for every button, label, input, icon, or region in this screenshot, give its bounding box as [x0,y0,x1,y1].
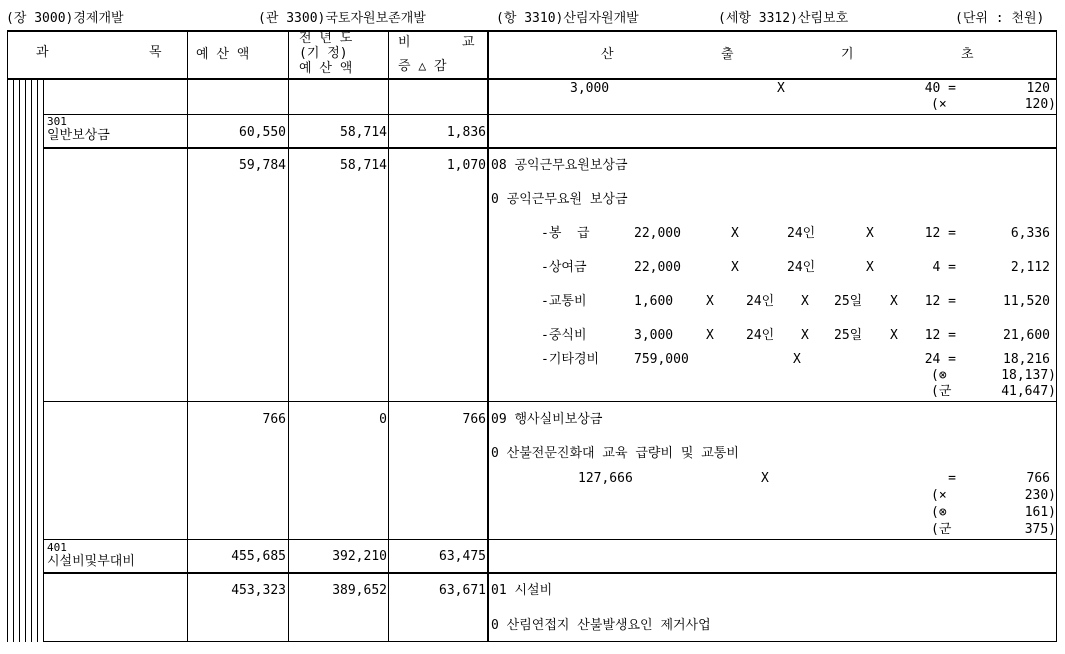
other-amount: 759,000 [634,352,689,367]
item401-budget: 455,685 [231,549,286,564]
carry-sub-label: (× [931,97,947,112]
sub08-desc: 0 공익근무요원 보상금 [491,192,628,207]
item301-code: 301 [47,115,67,128]
calc-line-label: -교통비 [541,294,587,309]
sub09-budget: 766 [262,412,286,427]
calc-line-amount: 22,000 [634,260,681,275]
col-prev-1: 전 년 도 [299,31,353,46]
calc-line-mult: 12 = [924,294,956,309]
carry-mult: 40 = [924,81,956,96]
carry-sub-total: 120) [1024,97,1056,112]
other-total: 18,216 [1003,352,1050,367]
calc-line-amount: 1,600 [634,294,674,309]
other-label: -기타경비 [541,352,600,367]
calc-line-x2: X [801,328,809,343]
item401-diff: 63,475 [439,549,486,564]
col-compare-a2: 교 [462,35,475,50]
calc-line-mult: 12 = [924,328,956,343]
sub08-diff: 1,070 [446,158,486,173]
calc-line-label: -봉 급 [541,226,590,241]
sub08-sub2-total: 41,647) [1001,384,1056,399]
sub01-desc: 0 산림연접지 산불발생요인 제거사업 [491,618,711,633]
calc-line-total: 11,520 [1003,294,1050,309]
calc-line-x1: X [706,328,714,343]
unit-label: (단위 : 천원) [955,11,1045,26]
item301-diff: 1,836 [446,125,486,140]
col-compare-b: 증 △ 감 [398,59,447,74]
sub01-budget: 453,323 [231,583,286,598]
sub01-title: 01 시설비 [491,583,553,598]
item401-name: 시설비및부대비 [47,554,135,569]
item401-prev: 392,210 [332,549,387,564]
sub09-x: X [761,471,769,486]
col-budget: 예 산 액 [196,47,250,62]
sub09-eq: = [948,471,956,486]
col-subject-a: 과 [36,45,49,60]
sub09-sub-label: (× [931,488,947,503]
sub09-sub-total: 230) [1024,488,1056,503]
calc-line-x1: X [706,294,714,309]
item-label: (항 3310)산림자원개발 [496,11,639,26]
calc-line-x2: X [801,294,809,309]
calc-line-total: 2,112 [1010,260,1050,275]
section-label: (관 3300)국토자원보존개발 [258,11,426,26]
sub09-diff: 766 [462,412,486,427]
item301-prev: 58,714 [340,125,387,140]
sub08-sub2-label: (군 [931,384,952,399]
col-basis-1: 산 [601,47,614,62]
other-x: X [793,352,801,367]
calc-line-x2: X [866,260,874,275]
sub09-amount: 127,666 [578,471,633,486]
sub09-total: 766 [1026,471,1050,486]
calc-line-x2: X [866,226,874,241]
item401-code: 401 [47,541,67,554]
item301-name: 일반보상금 [47,128,110,143]
calc-line-amount: 3,000 [634,328,674,343]
calc-line-mult: 12 = [924,226,956,241]
calc-line-n1: 24인 [787,226,816,241]
sub01-prev: 389,652 [332,583,387,598]
calc-line-n1: 24인 [787,260,816,275]
calc-line-label: -중식비 [541,328,587,343]
calc-line-n2: 25일 [834,328,863,343]
calc-line-label: -상여금 [541,260,587,275]
sub08-title: 08 공익근무요원보상금 [491,158,628,173]
item301-budget: 60,550 [239,125,286,140]
calc-line-total: 21,600 [1003,328,1050,343]
calc-line-x1: X [731,260,739,275]
chapter-label: (장 3000)경제개발 [6,11,124,26]
subitem-label: (세항 3312)산림보호 [718,11,849,26]
col-compare-a1: 비 [398,35,411,50]
sub08-sub1-label: (⊗ [931,368,947,383]
calc-line-amount: 22,000 [634,226,681,241]
calc-line-n1: 24인 [746,294,775,309]
col-basis-4: 초 [961,47,974,62]
carry-total: 120 [1026,81,1050,96]
col-prev-2: (기 정) [299,46,348,61]
calc-line-x1: X [731,226,739,241]
col-subject-b: 목 [149,45,162,60]
sub09-sub-label: (군 [931,522,952,537]
calc-line-n2: 25일 [834,294,863,309]
col-basis-2: 출 [721,47,734,62]
calc-line-mult: 4 = [932,260,956,275]
calc-line-total: 6,336 [1010,226,1050,241]
sub09-desc: 0 산불전문진화대 교육 급량비 및 교통비 [491,446,739,461]
sub01-diff: 63,671 [439,583,486,598]
calc-line-x3: X [890,328,898,343]
sub08-prev: 58,714 [340,158,387,173]
col-prev-3: 예 산 액 [299,61,353,76]
calc-line-x3: X [890,294,898,309]
sub08-budget: 59,784 [239,158,286,173]
sub09-sub-label: (⊗ [931,505,947,520]
other-mult: 24 = [924,352,956,367]
sub09-prev: 0 [379,412,387,427]
carry-amount: 3,000 [570,81,610,96]
sub08-sub1-total: 18,137) [1001,368,1056,383]
col-basis-3: 기 [841,47,854,62]
calc-line-n1: 24인 [746,328,775,343]
carry-x: X [777,81,785,96]
sub09-title: 09 행사실비보상금 [491,412,603,427]
sub09-sub-total: 375) [1024,522,1056,537]
sub09-sub-total: 161) [1024,505,1056,520]
